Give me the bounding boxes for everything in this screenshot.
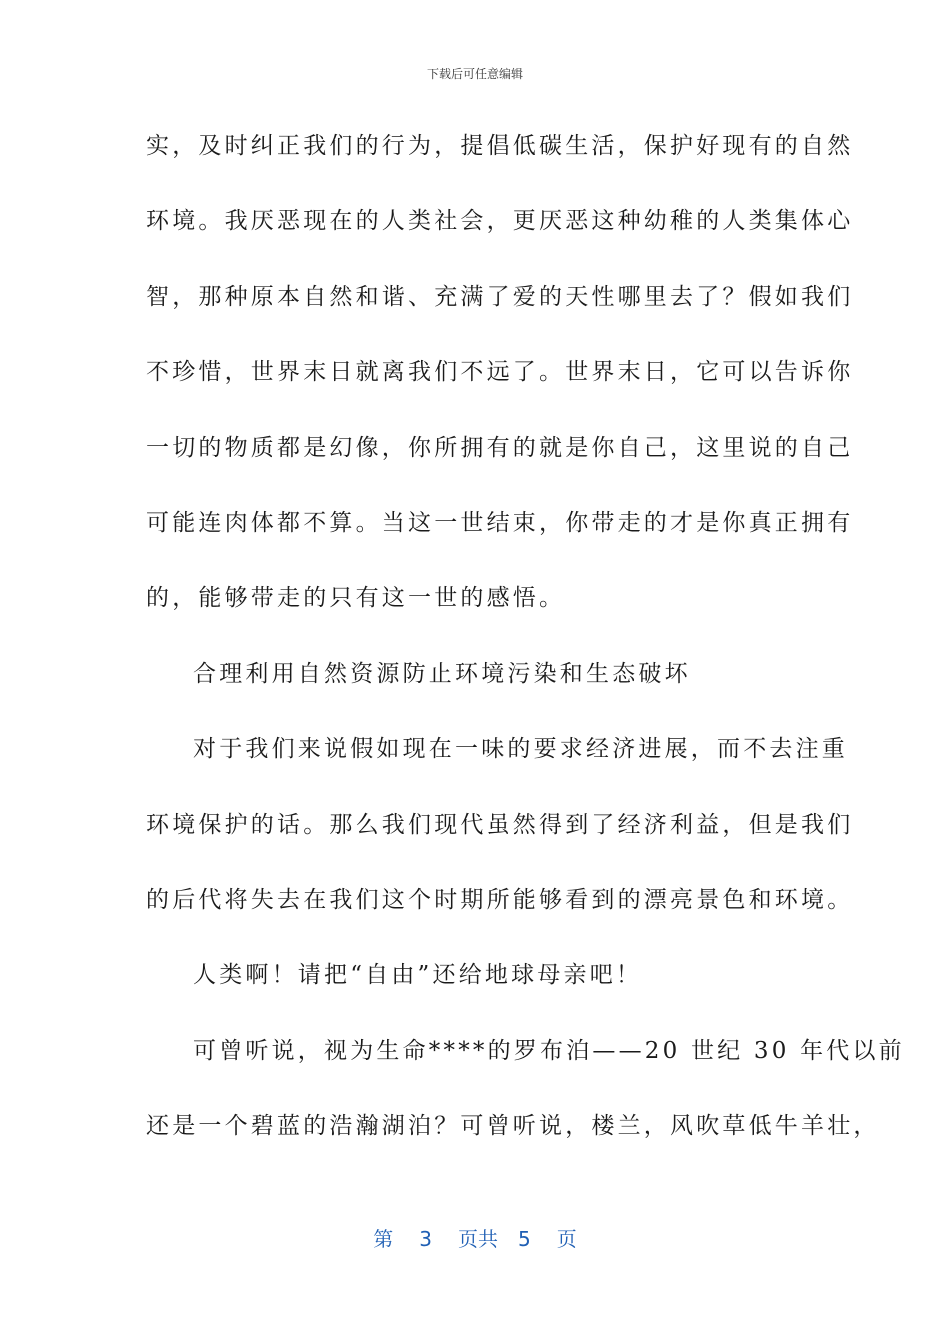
text-line-13: 可曾听说，视为生命****的罗布泊——20 世纪 30 年代以前	[193, 1037, 905, 1064]
text-line-12: 人类啊！请把“自由”还给地球母亲吧！	[193, 962, 643, 989]
footer-suffix: 页	[556, 1227, 577, 1251]
text-line-14: 还是一个碧蓝的浩瀚湖泊？可曾听说，楼兰，风吹草低牛羊壮，	[146, 1113, 880, 1140]
text-line-11: 的后代将失去在我们这个时期所能够看到的漂亮景色和环境。	[146, 886, 854, 913]
current-page-number: 3	[419, 1227, 432, 1251]
text-line-7: 的，能够带走的只有这一世的感悟。	[146, 585, 566, 612]
text-line-1: 实，及时纠正我们的行为，提倡低碳生活，保护好现有的自然	[146, 133, 854, 159]
page-header: 下载后可任意编辑	[426, 67, 523, 81]
text-line-5: 一切的物质都是幻像，你所拥有的就是你自己，这里说的自己	[146, 434, 854, 461]
document-body	[146, 118, 905, 1173]
text-line-2: 环境。我厌恶现在的人类社会，更厌恶这种幼稚的人类集体心	[146, 208, 854, 235]
total-pages-number: 5	[518, 1227, 531, 1251]
text-line-3: 智，那种原本自然和谐、充满了爱的天性哪里去了？假如我们	[146, 283, 854, 310]
section-heading: 合理利用自然资源防止环境污染和生态破坏	[193, 660, 691, 687]
text-line-9: 对于我们来说假如现在一味的要求经济进展，而不去注重	[193, 736, 848, 763]
text-line-10: 环境保护的话。那么我们现代虽然得到了经济利益，但是我们	[146, 811, 854, 838]
text-line-4: 不珍惜，世界末日就离我们不远了。世界末日，它可以告诉你	[146, 359, 854, 386]
footer-mid: 页共	[458, 1227, 498, 1251]
text-line-6: 可能连肉体都不算。当这一世结束，你带走的才是你真正拥有	[146, 509, 854, 536]
page-footer	[0, 1226, 950, 1252]
footer-prefix: 第	[373, 1227, 394, 1251]
